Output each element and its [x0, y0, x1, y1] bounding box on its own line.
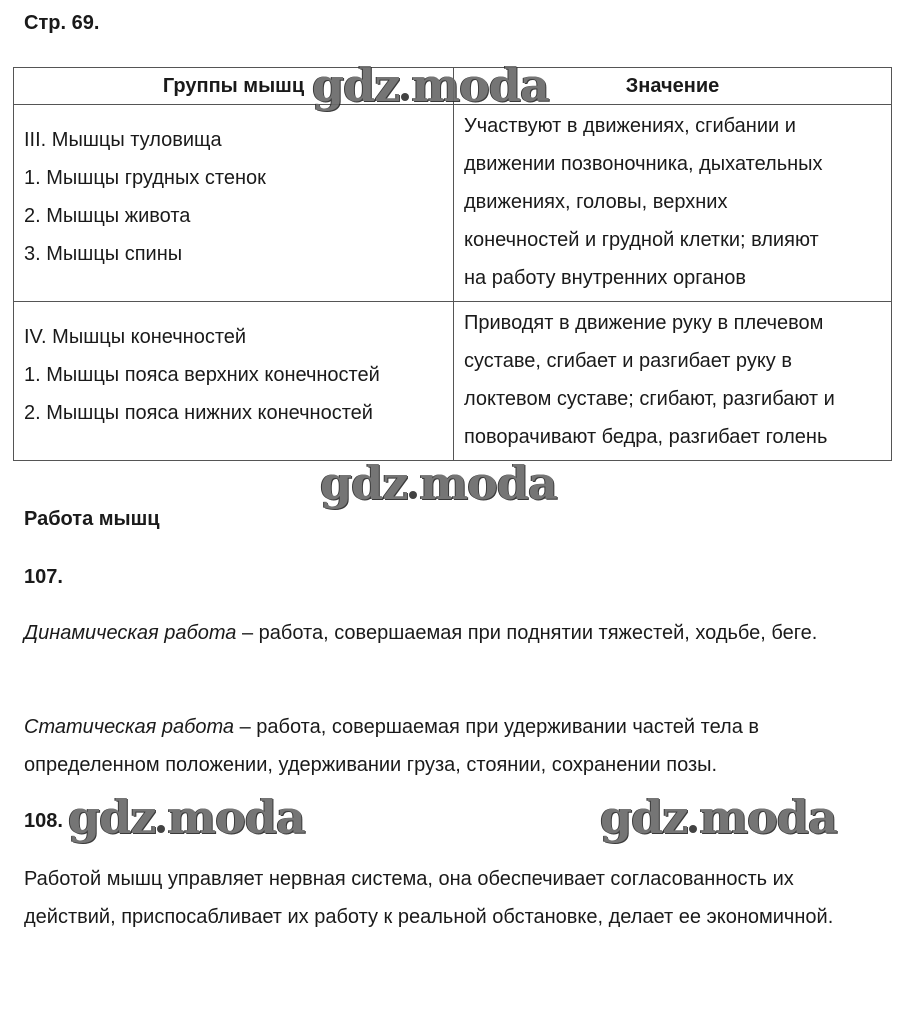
meaning-line: Приводят в движение руку в плечевом	[464, 312, 824, 334]
group-line: 2. Мышцы пояса нижних конечностей	[24, 402, 373, 424]
task-108-number: 108.	[24, 810, 63, 832]
group-line: 2. Мышцы живота	[24, 205, 191, 227]
section-title: Работа мышц	[24, 508, 160, 530]
page-number: Стр. 69.	[24, 12, 100, 34]
meaning-line: суставе, сгибает и разгибает руку в	[464, 350, 792, 372]
header-meaning: Значение	[454, 68, 892, 105]
meaning-line: на работу внутренних органов	[464, 267, 746, 289]
header-groups: Группы мышц	[14, 68, 454, 105]
meaning-line: Участвуют в движениях, сгибании и	[464, 115, 796, 137]
static-work-term: Статическая работа	[24, 716, 235, 738]
task-108-answer: Работой мышц управляет нервная система, она обеспечивает согласованность их действий, приспосабливает их работу к реальной обстановке, делает ее экономичной.	[24, 868, 834, 928]
static-work-definition	[24, 708, 884, 784]
muscle-groups-table	[13, 67, 892, 461]
limb-muscles-cell	[14, 302, 454, 461]
watermark-logo: gdz moda	[68, 790, 305, 844]
table-row	[14, 302, 892, 461]
meaning-line: конечностей и грудной клетки; влияют	[464, 229, 819, 251]
group-line: III. Мышцы туловища	[24, 129, 222, 151]
watermark-logo: gdz moda	[320, 456, 557, 510]
meaning-line: движении позвоночника, дыхательных	[464, 153, 823, 175]
limb-meaning-cell	[454, 302, 892, 461]
task-107-number: 107.	[24, 566, 63, 588]
meaning-line: движениях, головы, верхних	[464, 191, 728, 213]
dynamic-work-definition	[24, 614, 884, 652]
group-line: IV. Мышцы конечностей	[24, 326, 247, 348]
group-line: 3. Мышцы спины	[24, 243, 183, 265]
group-line: 1. Мышцы пояса верхних конечностей	[24, 364, 380, 386]
group-line: 1. Мышцы грудных стенок	[24, 167, 266, 189]
dynamic-work-text: – работа, совершаемая при поднятии тяжестей, ходьбе, беге.	[236, 622, 818, 644]
trunk-muscles-cell	[14, 105, 454, 302]
watermark-logo: gdz moda	[600, 790, 837, 844]
trunk-meaning-cell	[454, 105, 892, 302]
watermark-logo: gdz moda	[312, 58, 549, 112]
table-row	[14, 105, 892, 302]
meaning-line: поворачивают бедра, разгибает голень	[464, 426, 828, 448]
static-work-text: – работа, совершаемая при удерживании частей тела в определенном положении, удерживании груза, стоянии, сохранении позы.	[24, 716, 760, 776]
meaning-line: локтевом суставе; сгибают, разгибают и	[464, 388, 835, 410]
dynamic-work-term: Динамическая работа	[24, 622, 237, 644]
